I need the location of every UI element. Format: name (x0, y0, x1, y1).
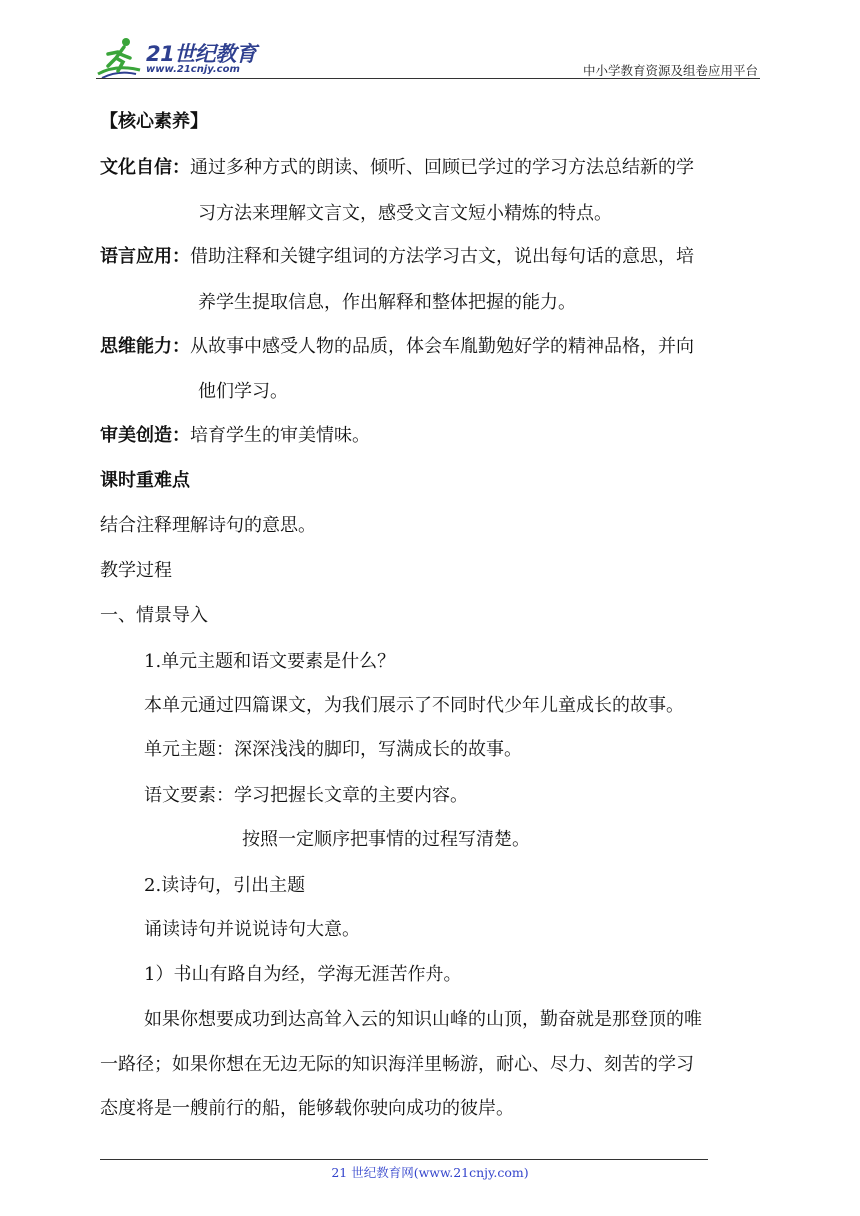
aesthetic-text-1: 培育学生的审美情味。 (190, 425, 370, 446)
unit-theme: 单元主题：深深浅浅的脚印，写满成长的故事。 (144, 739, 522, 760)
aesthetic-row (100, 424, 370, 448)
keypoints-heading: 课时重难点 (100, 470, 190, 491)
logo (96, 34, 266, 80)
runner-logo-icon (96, 34, 144, 80)
unit-intro: 本单元通过四篇课文，为我们展示了不同时代少年儿童成长的故事。 (144, 695, 684, 716)
paragraph-line-3: 态度将是一艘前行的船，能够载你驶向成功的彼岸。 (100, 1098, 514, 1119)
logo-text: 21世纪教育 (146, 42, 257, 66)
section-1-heading: 一、情景导入 (100, 605, 208, 626)
language-elements: 语文要素：学习把握长文章的主要内容。 (144, 785, 468, 806)
language-row (100, 245, 694, 269)
paragraph-line-2: 一路径；如果你想在无边无际的知识海洋里畅游，耐心、尽力、刻苦的学习 (100, 1054, 694, 1075)
language-text-1: 借助注释和关键字组词的方法学习古文，说出每句话的意思，培 (190, 246, 694, 267)
culture-text-1: 通过多种方式的朗读、倾听、回顾已学过的学习方法总结新的学 (190, 157, 694, 178)
question-1: 1.单元主题和语文要素是什么？ (144, 651, 396, 672)
thinking-text-1: 从故事中感受人物的品质，体会车胤勤勉好学的精神品格，并向 (190, 336, 694, 357)
language-elements-2: 按照一定顺序把事情的过程写清楚。 (242, 829, 530, 850)
culture-label: 文化自信： (100, 157, 190, 178)
logo-url: www.21cnjy.com (146, 64, 240, 75)
question-2: 2.读诗句，引出主题 (144, 875, 306, 896)
footer-text: 21 世纪教育网(www.21cnjy.com) (331, 1165, 529, 1180)
aesthetic-label: 审美创造： (100, 425, 190, 446)
footer-divider (100, 1159, 708, 1160)
recite-instruction: 诵读诗句并说说诗句大意。 (144, 919, 360, 940)
poem-line-1: 1）书山有路自为经，学海无涯苦作舟。 (144, 964, 462, 985)
paragraph-line-1: 如果你想要成功到达高耸入云的知识山峰的山顶，勤奋就是那登顶的唯 (144, 1009, 702, 1030)
thinking-row (100, 335, 694, 359)
culture-row (100, 156, 694, 180)
language-text-2: 养学生提取信息，作出解释和整体把握的能力。 (198, 292, 576, 313)
header-divider (96, 78, 760, 79)
process-heading: 教学过程 (100, 560, 172, 581)
thinking-text-2: 他们学习。 (198, 381, 288, 402)
thinking-label: 思维能力： (100, 336, 190, 357)
page-header (96, 34, 760, 80)
platform-name: 中小学教育资源及组卷应用平台 (582, 63, 758, 78)
core-heading: 【核心素养】 (100, 111, 208, 132)
language-label: 语言应用： (100, 246, 190, 267)
culture-text-2: 习方法来理解文言文，感受文言文短小精炼的特点。 (198, 203, 612, 224)
keypoints-text: 结合注释理解诗句的意思。 (100, 515, 316, 536)
